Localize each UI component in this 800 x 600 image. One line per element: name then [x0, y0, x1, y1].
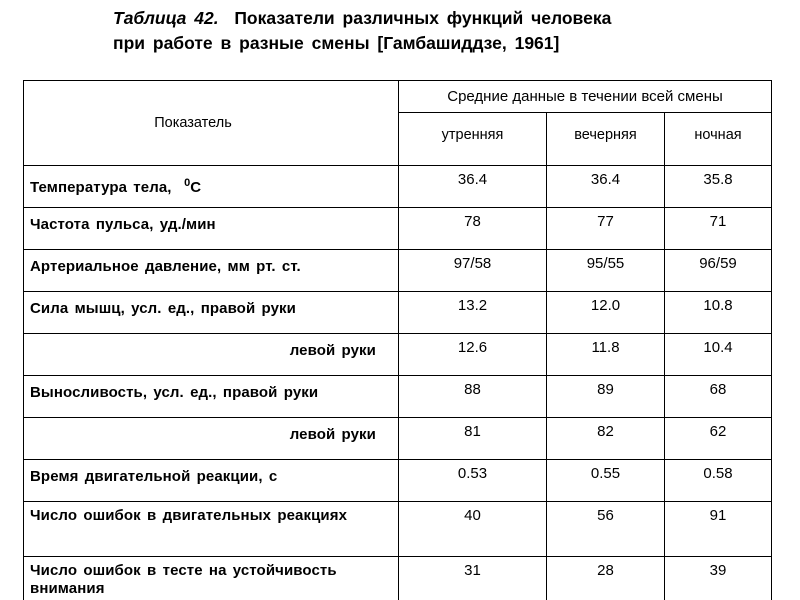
row-name: Артериальное давление, мм рт. ст.: [24, 250, 399, 292]
cell-morning: 88: [399, 376, 547, 418]
cell-morning: 31: [399, 557, 547, 600]
cell-night: 0.58: [665, 460, 772, 502]
cell-night: 35.8: [665, 166, 772, 208]
header-row-1: [24, 81, 772, 113]
cell-morning: 40: [399, 502, 547, 557]
header-param: Показатель: [24, 81, 399, 166]
table-row: [24, 557, 772, 600]
caption-text-1: Показатели различных функций человека: [234, 8, 612, 28]
cell-morning: 13.2: [399, 292, 547, 334]
cell-evening: 36.4: [547, 166, 665, 208]
table-row: [24, 502, 772, 557]
cell-night: 39: [665, 557, 772, 600]
row-name: Число ошибок в тесте на устойчивость внимания: [24, 557, 399, 600]
cell-night: 71: [665, 208, 772, 250]
cell-morning: 78: [399, 208, 547, 250]
header-shift-evening: вечерняя: [547, 113, 665, 166]
cell-morning: 36.4: [399, 166, 547, 208]
row-unit: С: [190, 179, 202, 196]
cell-morning: 12.6: [399, 334, 547, 376]
table-row: [24, 166, 772, 208]
cell-evening: 82: [547, 418, 665, 460]
row-name: Выносливость, усл. ед., правой руки: [24, 376, 399, 418]
caption-line-1: [113, 6, 753, 31]
row-name: Число ошибок в двигательных реакциях: [24, 502, 399, 557]
header-shift-night: ночная: [665, 113, 772, 166]
cell-morning: 0.53: [399, 460, 547, 502]
cell-evening: 12.0: [547, 292, 665, 334]
table-row: [24, 208, 772, 250]
header-group: Средние данные в течении всей смены: [399, 81, 772, 113]
cell-evening: 56: [547, 502, 665, 557]
cell-evening: 89: [547, 376, 665, 418]
cell-evening: 77: [547, 208, 665, 250]
cell-night: 62: [665, 418, 772, 460]
cell-night: 96/59: [665, 250, 772, 292]
table-row: [24, 418, 772, 460]
cell-evening: 11.8: [547, 334, 665, 376]
row-name: [24, 166, 399, 208]
table-row: [24, 292, 772, 334]
table-caption: [113, 6, 753, 56]
table-row: [24, 376, 772, 418]
table-row: [24, 250, 772, 292]
cell-night: 91: [665, 502, 772, 557]
cell-morning: 81: [399, 418, 547, 460]
cell-morning: 97/58: [399, 250, 547, 292]
table-row: [24, 460, 772, 502]
row-name: Сила мышц, усл. ед., правой руки: [24, 292, 399, 334]
cell-night: 68: [665, 376, 772, 418]
cell-evening: 28: [547, 557, 665, 600]
table-row: [24, 334, 772, 376]
cell-evening: 95/55: [547, 250, 665, 292]
row-name: Частота пульса, уд./мин: [24, 208, 399, 250]
cell-night: 10.4: [665, 334, 772, 376]
cell-night: 10.8: [665, 292, 772, 334]
row-name: левой руки: [24, 334, 399, 376]
degree-sup: 0: [184, 177, 191, 189]
row-name-text: Температура тела,: [30, 179, 172, 196]
indicators-table: [23, 80, 772, 600]
row-name: Время двигательной реакции, с: [24, 460, 399, 502]
header-shift-morning: утренняя: [399, 113, 547, 166]
caption-label: Таблица 42.: [113, 8, 219, 28]
cell-evening: 0.55: [547, 460, 665, 502]
caption-line-2: при работе в разные смены [Гамбашиддзе, 1961]: [113, 33, 560, 53]
row-name: левой руки: [24, 418, 399, 460]
